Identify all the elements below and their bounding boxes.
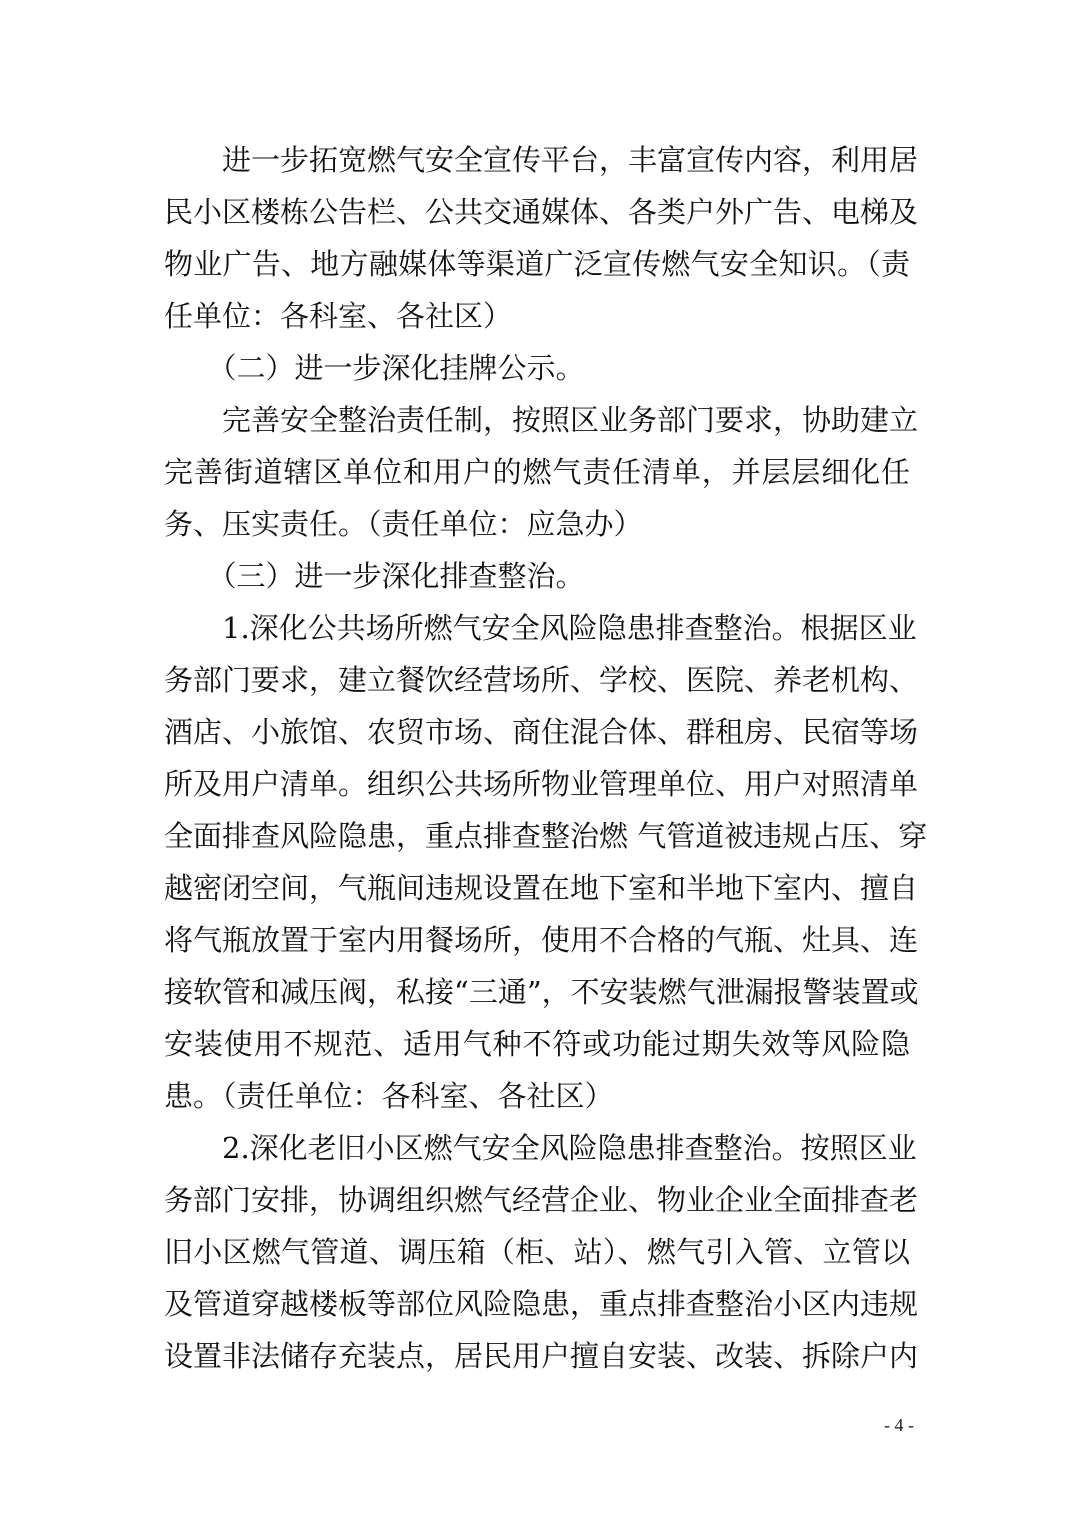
body-text-line: 旧小区燃气管道、调压箱（柜、站）、燃气引入管、立管以: [164, 1235, 910, 1269]
body-text-line: 全面排查风险隐患，重点排查整治燃 气管道被违规占压、穿: [164, 819, 928, 853]
body-text-line: 所及用户清单。组织公共场所物业管理单位、用户对照清单: [164, 767, 919, 801]
section-heading: （三）进一步深化排查整治。: [164, 559, 585, 593]
body-text-line: 务部门安排，协调组织燃气经营企业、物业企业全面排查老: [164, 1183, 919, 1217]
body-text-line: 2.深化老旧小区燃气安全风险隐患排查整治。按照区业: [164, 1131, 917, 1165]
body-text-line: 务部门要求，建立餐饮经营场所、学校、医院、养老机构、: [164, 663, 919, 697]
body-text-line: 越密闭空间，气瓶间违规设置在地下室和半地下室内、擅自: [164, 871, 919, 905]
body-text-line: 安装使用不规范、适用气种不符或功能过期失效等风险隐: [164, 1027, 910, 1061]
body-text-line: 酒店、小旅馆、农贸市场、商住混合体、群租房、民宿等场: [164, 715, 919, 749]
body-text-line: 接软管和减压阀，私接“三通”，不安装燃气泄漏报警装置或: [164, 975, 919, 1009]
body-text-line: 及管道穿越楼板等部位风险隐患，重点排查整治小区内违规: [164, 1287, 919, 1321]
body-text-line: 物业广告、地方融媒体等渠道广泛宣传燃气安全知识。（责: [164, 247, 910, 281]
body-text-line: 完善安全整治责任制，按照区业务部门要求，协助建立: [164, 403, 919, 437]
section-heading: （二）进一步深化挂牌公示。: [164, 351, 585, 385]
body-text-line: 任单位：各科室、各社区）: [164, 299, 513, 333]
body-text-line: 将气瓶放置于室内用餐场所，使用不合格的气瓶、灶具、连: [164, 923, 919, 957]
body-text-line: 1.深化公共场所燃气安全风险隐患排查整治。根据区业: [164, 611, 917, 645]
body-text-line: 完善街道辖区单位和用户的燃气责任清单，并层层细化任: [164, 455, 910, 489]
body-text-line: 民小区楼栋公告栏、公共交通媒体、各类户外广告、电梯及: [164, 195, 919, 229]
body-text-line: 进一步拓宽燃气安全宣传平台，丰富宣传内容，利用居: [164, 143, 919, 177]
body-text-line: 患。（责任单位：各科室、各社区）: [164, 1079, 614, 1113]
body-text-line: 务、压实责任。（责任单位：应急办）: [164, 507, 643, 541]
body-text-line: 设置非法储存充装点，居民用户擅自安装、改装、拆除户内: [164, 1339, 919, 1373]
page-number: - 4 -: [884, 1415, 914, 1435]
